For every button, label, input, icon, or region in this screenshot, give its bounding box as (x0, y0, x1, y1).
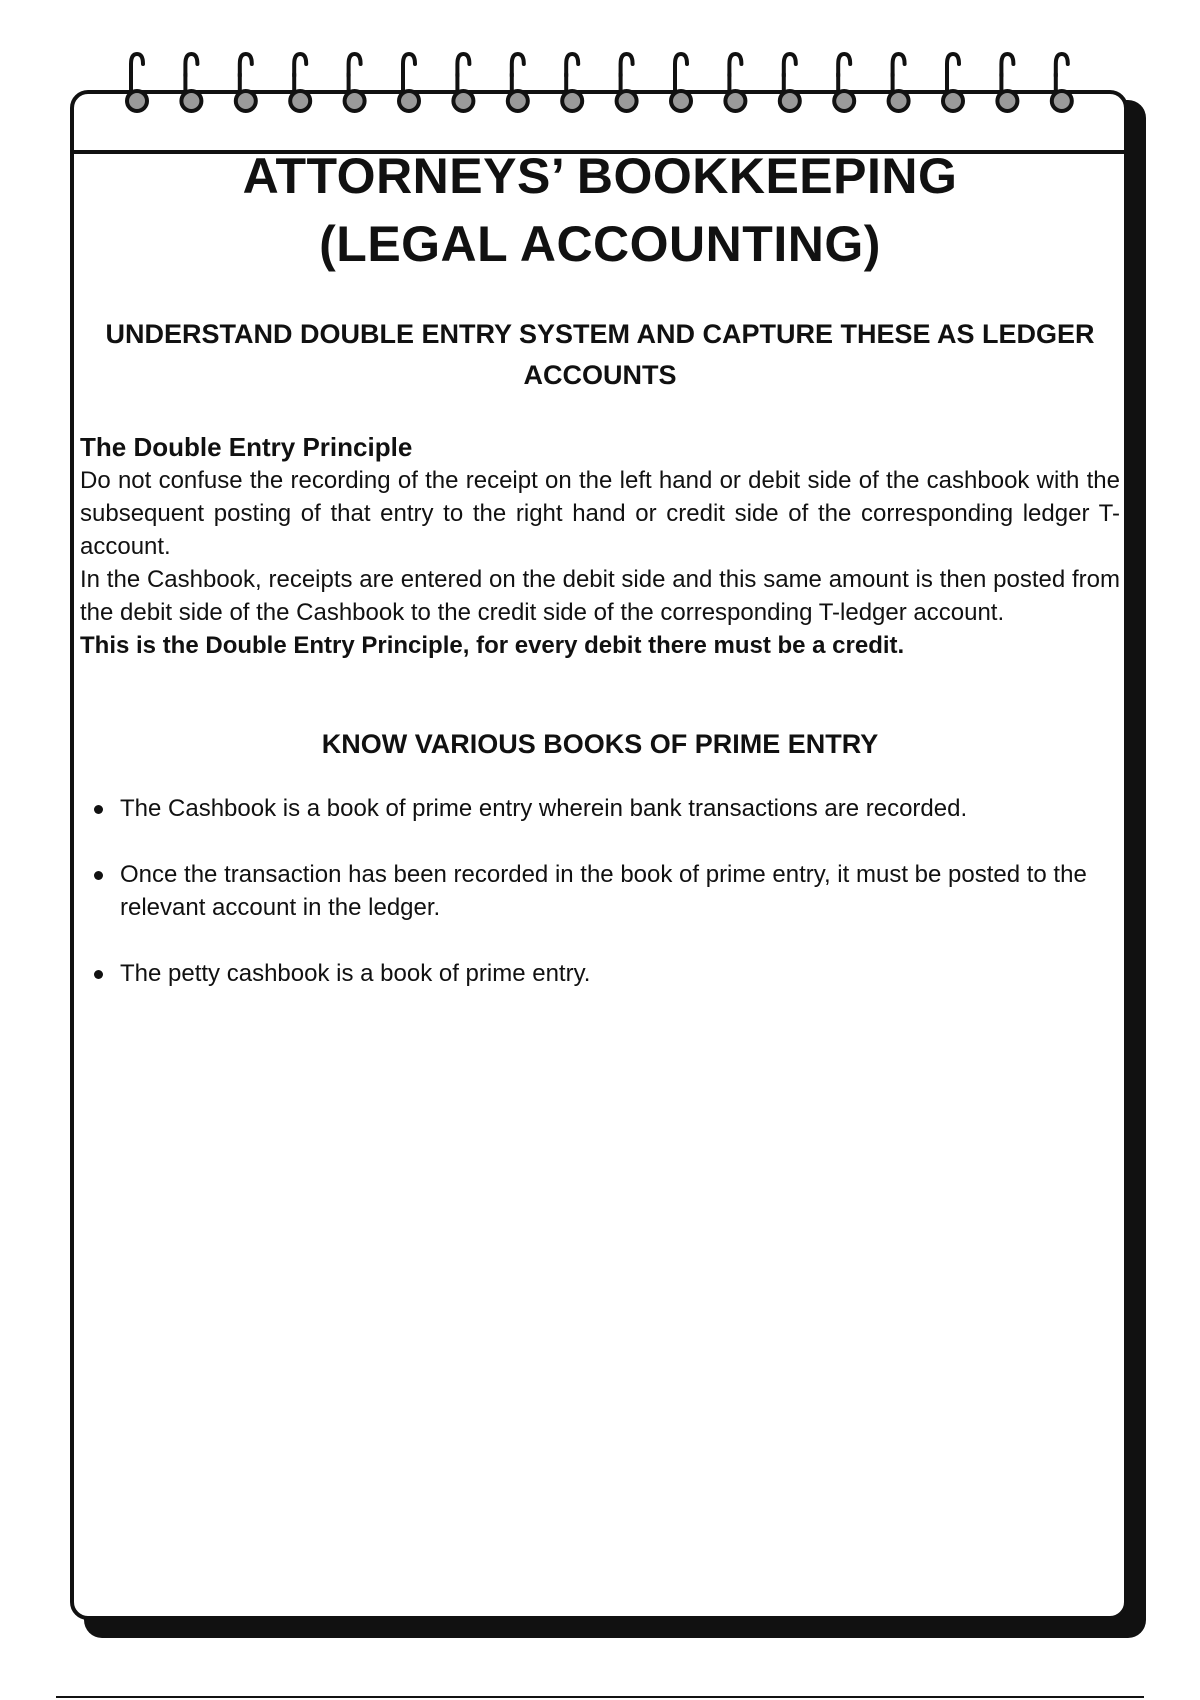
spiral-ring-icon (508, 54, 528, 111)
page-title-line-2: (LEGAL ACCOUNTING) (319, 216, 881, 272)
books-of-prime-entry-list (80, 792, 1120, 990)
list-item-text: Once the transaction has been recorded in the book of prime entry, it must be posted to the relevant account in the ledger. (120, 861, 1087, 921)
page-title (80, 142, 1120, 278)
spiral-ring-icon (725, 54, 745, 111)
spiral-ring-icon (127, 54, 147, 111)
list-item-text: The petty cashbook is a book of prime entry. (120, 960, 591, 987)
spiral-ring-icon (181, 54, 201, 111)
spiral-ring-icon (889, 54, 909, 111)
list-item-text: The Cashbook is a book of prime entry wherein bank transactions are recorded. (120, 795, 968, 822)
books-of-prime-entry-heading: KNOW VARIOUS BOOKS OF PRIME ENTRY (321, 729, 879, 759)
spiral-ring-icon (345, 54, 365, 111)
bullet-dot-icon (94, 805, 103, 814)
spiral-ring-icon (562, 54, 582, 111)
spiral-ring-icon (453, 54, 473, 111)
spiral-ring-icon (834, 54, 854, 111)
list-item (80, 792, 1120, 825)
page-title-line-1: ATTORNEYS’ BOOKKEEPING (242, 148, 958, 204)
spiral-ring-icon (943, 54, 963, 111)
double-entry-paragraph-1: Do not confuse the recording of the receipt on the left hand or debit side of the cashbook with the subsequent posting of that entry to the right hand or credit side of the corresponding ledger T-account. (80, 467, 1120, 560)
bullet-dot-icon (94, 970, 103, 979)
spiral-ring-icon (780, 54, 800, 111)
page-subtitle: UNDERSTAND DOUBLE ENTRY SYSTEM AND CAPTURE THESE AS LEDGER ACCOUNTS (105, 319, 1095, 390)
spiral-ring-icon (997, 54, 1017, 111)
spiral-ring-icon (1052, 54, 1072, 111)
list-item (80, 957, 1120, 990)
spiral-binding-icon (100, 50, 1100, 120)
list-item (80, 858, 1120, 924)
bullet-dot-icon (94, 871, 103, 880)
double-entry-heading: The Double Entry Principle (80, 432, 413, 462)
page-content (80, 142, 1120, 1023)
spiral-ring-icon (671, 54, 691, 111)
spiral-ring-icon (236, 54, 256, 111)
double-entry-emphasis: This is the Double Entry Principle, for every debit there must be a credit. (80, 632, 905, 659)
footer-rule (56, 1696, 1144, 1698)
spiral-ring-icon (617, 54, 637, 111)
double-entry-paragraph-2: In the Cashbook, receipts are entered on the debit side and this same amount is then posted from the debit side of the Cashbook to the credit side of the corresponding T-ledger account. (80, 566, 1120, 626)
spiral-ring-icon (399, 54, 419, 111)
spiral-ring-icon (290, 54, 310, 111)
